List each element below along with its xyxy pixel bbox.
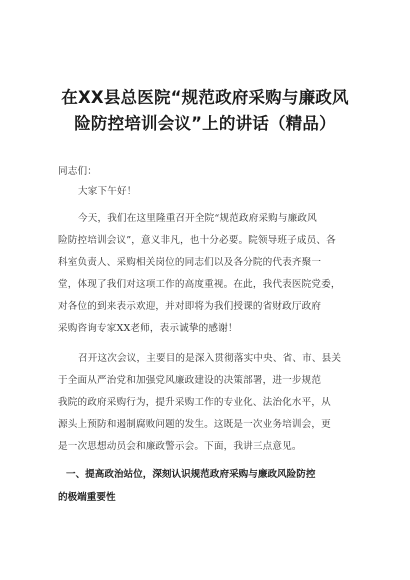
- paragraph-2-line: 源头上预防和遏制腐败问题的发生。这既是一次业务培训会，更: [58, 419, 331, 430]
- paragraph-1-line: 险防控培训会议”，意义非凡，也十分必要。院领导班子成员、各: [58, 235, 336, 246]
- paragraph-1-line: 堂，体现了我们对这项工作的高度重视。在此，我代表医院党委，: [58, 279, 341, 290]
- paragraph-2-line: 召开这次会议，主要目的是深入贯彻落实中央、省、市、县关: [78, 353, 342, 364]
- paragraph-2-line: 是一次思想动员会和廉政警示会。下面，我讲三点意见。: [58, 441, 302, 452]
- salutation: 同志们：: [58, 166, 97, 177]
- section-heading-1-line: 一、提高政治站位，深刻认识规范政府采购与廉政风险防控: [66, 469, 316, 480]
- paragraph-1-line: 科室负责人、采购相关岗位的同志们以及各分院的代表齐聚一: [58, 257, 322, 268]
- paragraph-1-line: 今天，我们在这里隆重召开全院“规范政府采购与廉政风: [78, 213, 317, 224]
- paragraph-2-line: 于全面从严治党和加强党风廉政建设的决策部署，进一步规范: [58, 375, 322, 386]
- greeting: 大家下午好！: [78, 186, 137, 197]
- paragraph-2-line: 我院的政府采购行为，提升采购工作的专业化、法治化水平，从: [58, 397, 331, 408]
- paragraph-1-line: 采购咨询专家XX老师，表示诚挚的感谢！: [58, 323, 238, 334]
- paragraph-1-line: 对各位的到来表示欢迎，并对即将为我们授课的省财政厅政府: [58, 301, 322, 312]
- section-heading-1-line: 的极端重要性: [58, 492, 116, 503]
- document-title-line-1: 在XX县总医院“规范政府采购与廉政风: [61, 88, 349, 107]
- document-title-line-2: 险防控培训会议”上的讲话（精品）: [74, 114, 336, 133]
